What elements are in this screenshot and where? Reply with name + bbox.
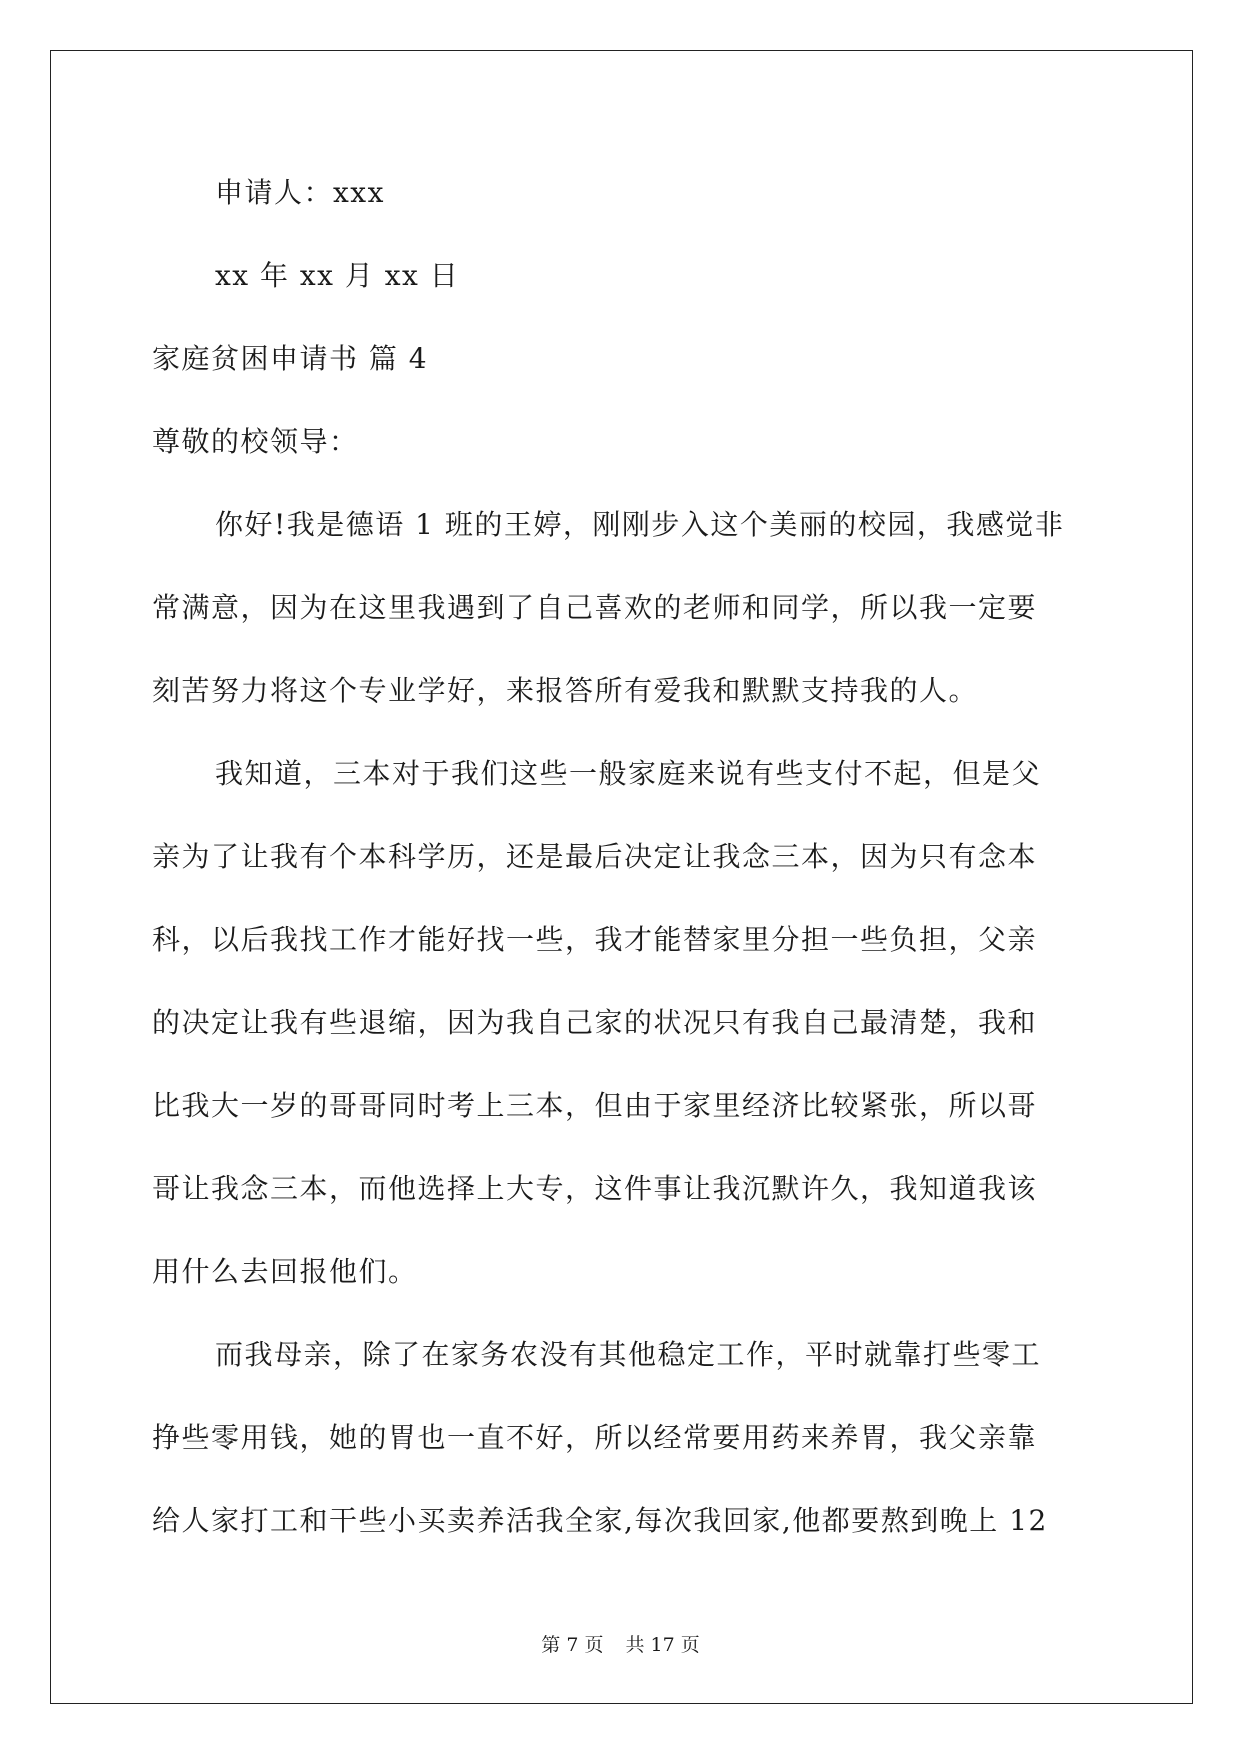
date-line: xx 年 xx 月 xx 日 — [215, 259, 460, 292]
paragraph-line: 你好!我是德语 1 班的王婷，刚刚步入这个美丽的校园，我感觉非 — [215, 508, 1065, 541]
paragraph-line: 给人家打工和干些小买卖养活我全家,每次我回家,他都要熬到晚上 12 — [152, 1504, 1048, 1537]
paragraph-line: 挣些零用钱，她的胃也一直不好，所以经常要用药来养胃，我父亲靠 — [152, 1421, 1038, 1454]
paragraph-line: 而我母亲，除了在家务农没有其他稳定工作，平时就靠打些零工 — [215, 1338, 1042, 1371]
paragraph-line: 亲为了让我有个本科学历，还是最后决定让我念三本，因为只有念本 — [152, 840, 1038, 873]
page-number: 第 7 页 — [541, 1634, 604, 1656]
paragraph-line: 刻苦努力将这个专业学好，来报答所有爱我和默默支持我的人。 — [152, 674, 979, 707]
applicant-line: 申请人：xxx — [215, 176, 385, 209]
section-heading: 家庭贫困申请书 篇 4 — [152, 342, 429, 375]
paragraph-line: 的决定让我有些退缩，因为我自己家的状况只有我自己最清楚，我和 — [152, 1006, 1038, 1039]
paragraph-line: 比我大一岁的哥哥同时考上三本，但由于家里经济比较紧张，所以哥 — [152, 1089, 1038, 1122]
salutation: 尊敬的校领导： — [152, 425, 359, 458]
page-total: 共 17 页 — [625, 1634, 700, 1656]
page-footer — [0, 1633, 1241, 1657]
paragraph-line: 常满意，因为在这里我遇到了自己喜欢的老师和同学，所以我一定要 — [152, 591, 1038, 624]
paragraph-line: 我知道，三本对于我们这些一般家庭来说有些支付不起，但是父 — [215, 757, 1042, 790]
paragraph-line: 哥让我念三本，而他选择上大专，这件事让我沉默许久，我知道我该 — [152, 1172, 1038, 1205]
paragraph-line: 科，以后我找工作才能好找一些，我才能替家里分担一些负担，父亲 — [152, 923, 1038, 956]
paragraph-line: 用什么去回报他们。 — [152, 1255, 418, 1288]
